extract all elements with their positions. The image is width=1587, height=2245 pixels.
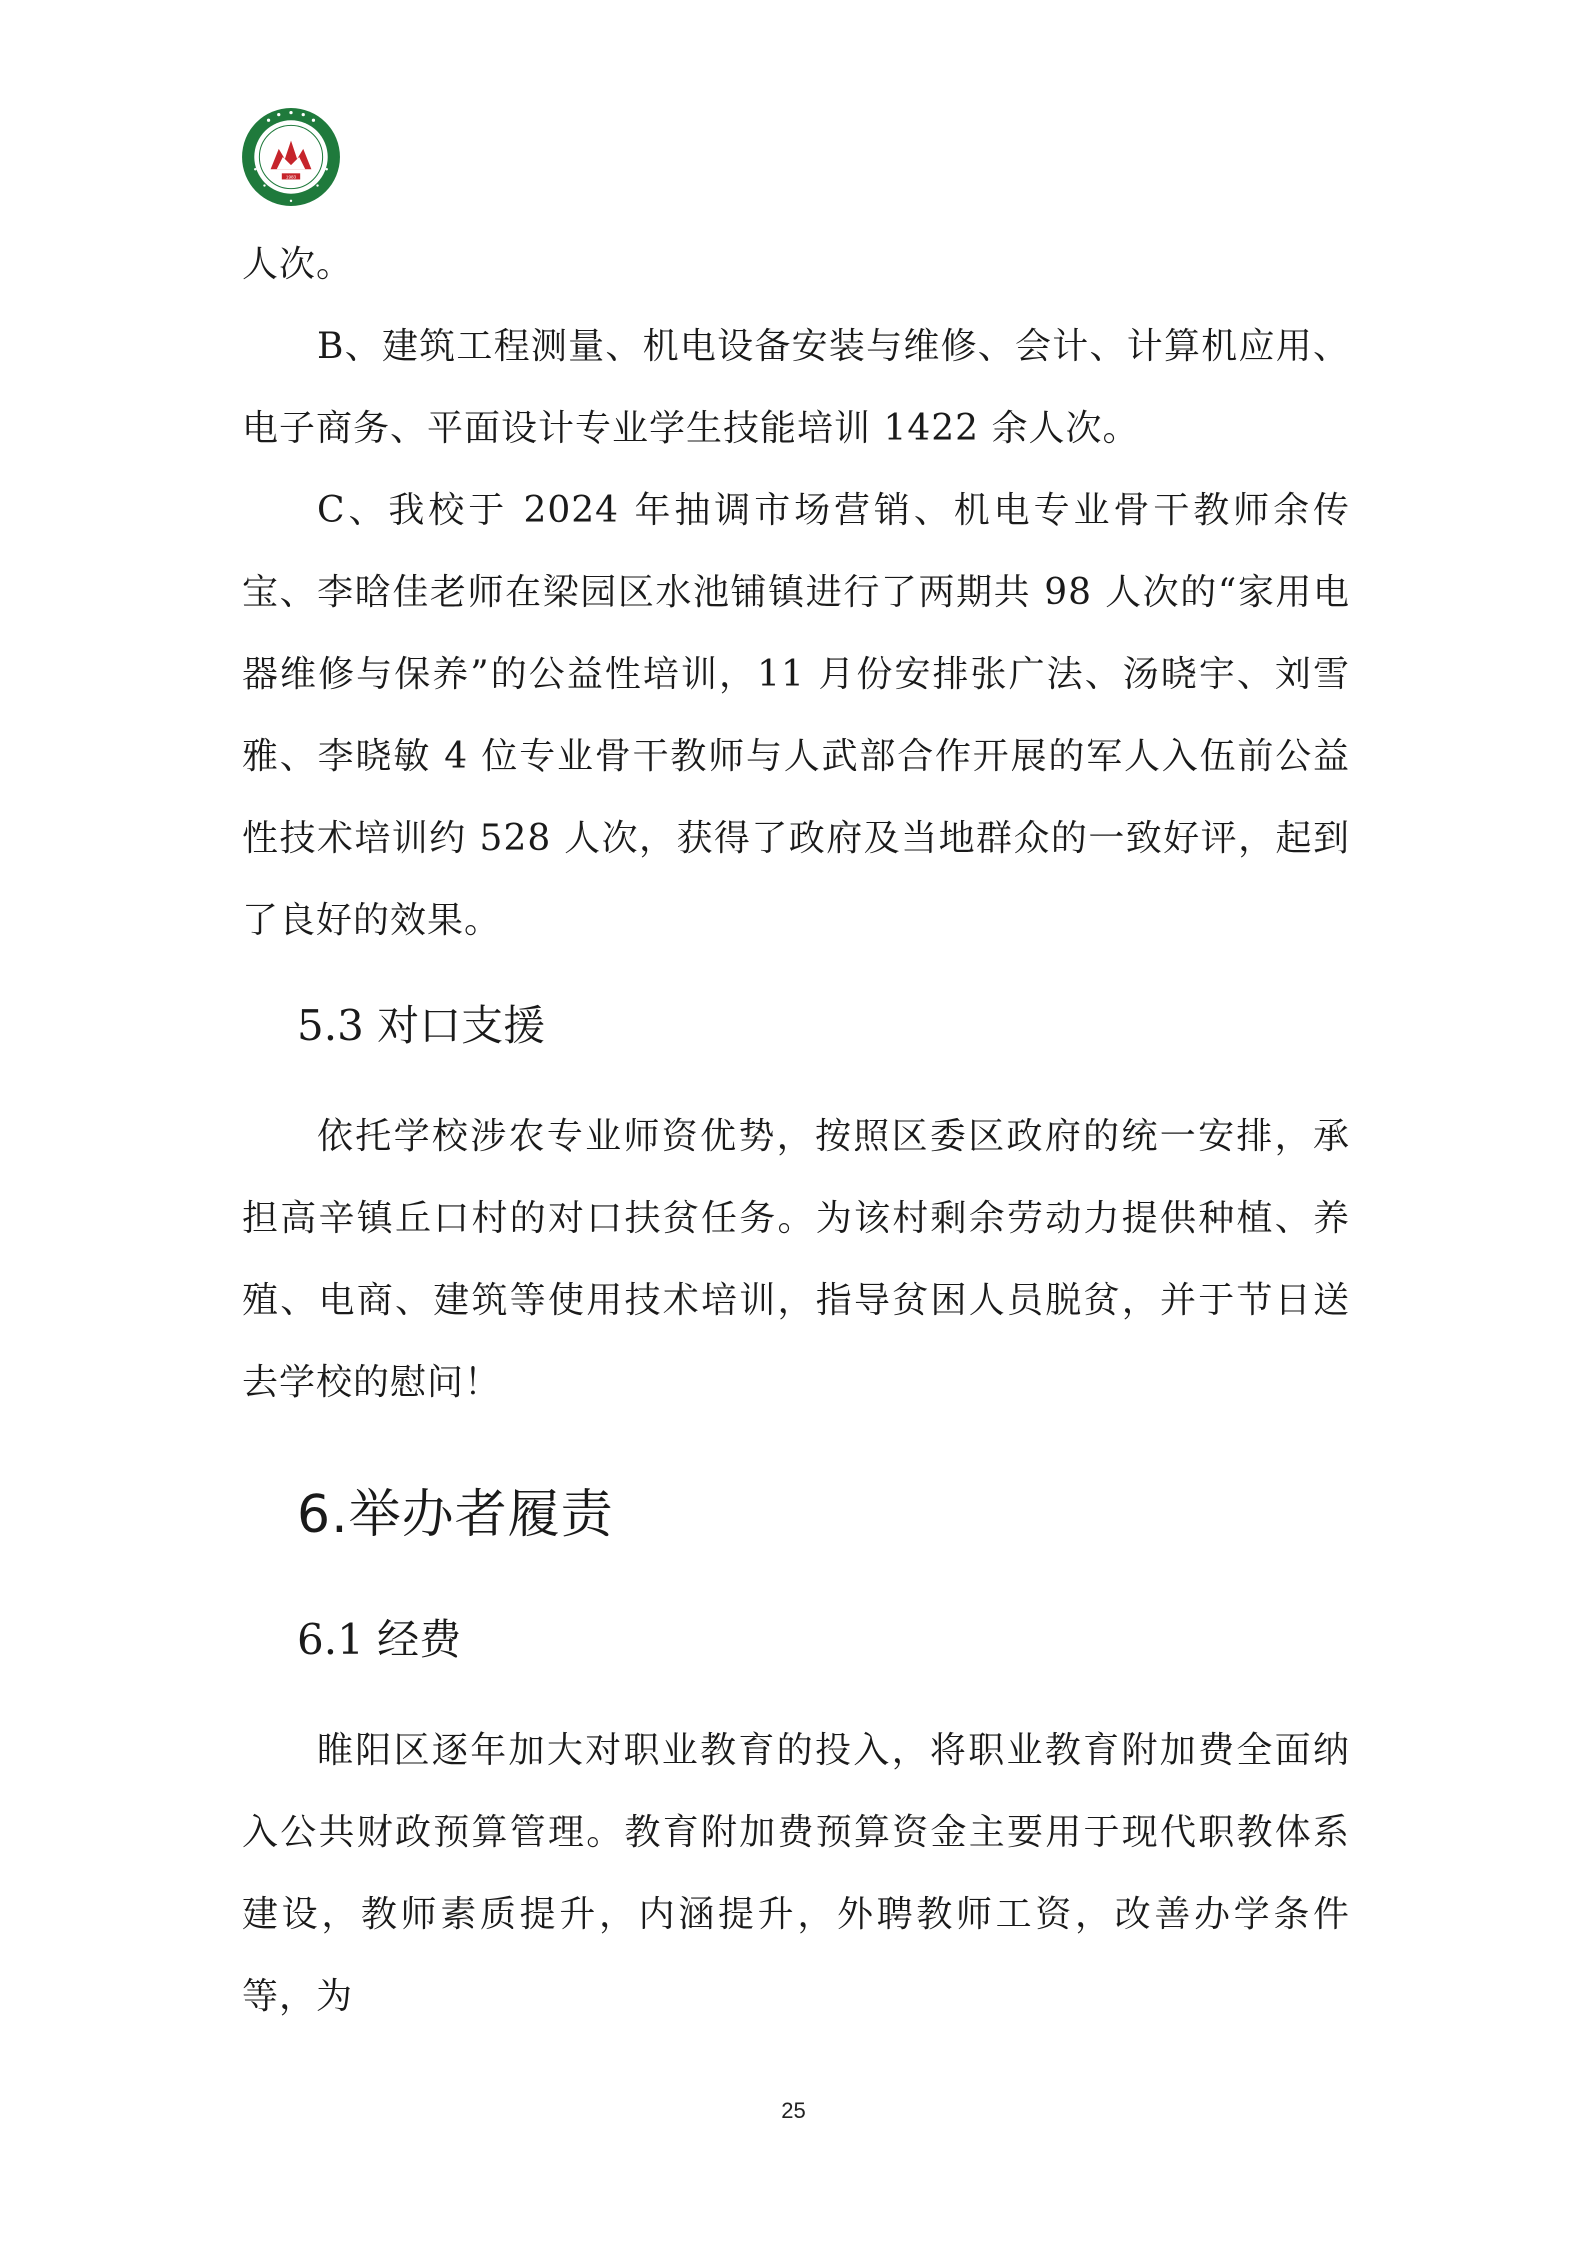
section-heading-6-1: 6.1 经费 xyxy=(297,1615,462,1664)
paragraph-item-b: B、建筑工程测量、机电设备安装与维修、会计、计算机应用、电子商务、平面设计专业学生技能培训 1422 余人次。 xyxy=(242,326,1350,449)
section-heading-5-3: 5.3 对口支援 xyxy=(297,1001,546,1050)
svg-text:1983: 1983 xyxy=(285,174,297,180)
paragraph-support: 依托学校涉农专业师资优势，按照区委区政府的统一安排，承担高辛镇丘口村的对口扶贫任务。为该村剩余劳动力提供种植、养殖、电商、建筑等使用技术培训，指导贫困人员脱贫，并于节日送去学校的慰问！ xyxy=(242,1116,1350,1403)
paragraph-item-c: C、我校于 2024 年抽调市场营销、机电专业骨干教师余传宝、李晗佳老师在梁园区水池铺镇进行了两期共 98 人次的“家用电器维修与保养”的公益性培训，11 月份安排张广法、汤晓宇、刘雪雅、李晓敏 4 位专业骨干教师与人武部合作开展的军人入伍前公益性技术培训约 528 人次，获得了政府及当地群众的一致好评，起到了良好的效果。 xyxy=(242,490,1350,941)
paragraph-continuation: 人次。 xyxy=(242,244,354,285)
paragraph-funding: 睢阳区逐年加大对职业教育的投入，将职业教育附加费全面纳入公共财政预算管理。教育附加费预算资金主要用于现代职教体系建设，教师素质提升，内涵提升，外聘教师工资，改善办学条件等，为 xyxy=(242,1730,1350,2017)
page-number: 25 xyxy=(781,2098,806,2123)
document-body xyxy=(242,224,1350,2038)
chapter-heading-6: 6.举办者履责 xyxy=(297,1485,614,1545)
school-emblem-logo xyxy=(240,106,342,208)
